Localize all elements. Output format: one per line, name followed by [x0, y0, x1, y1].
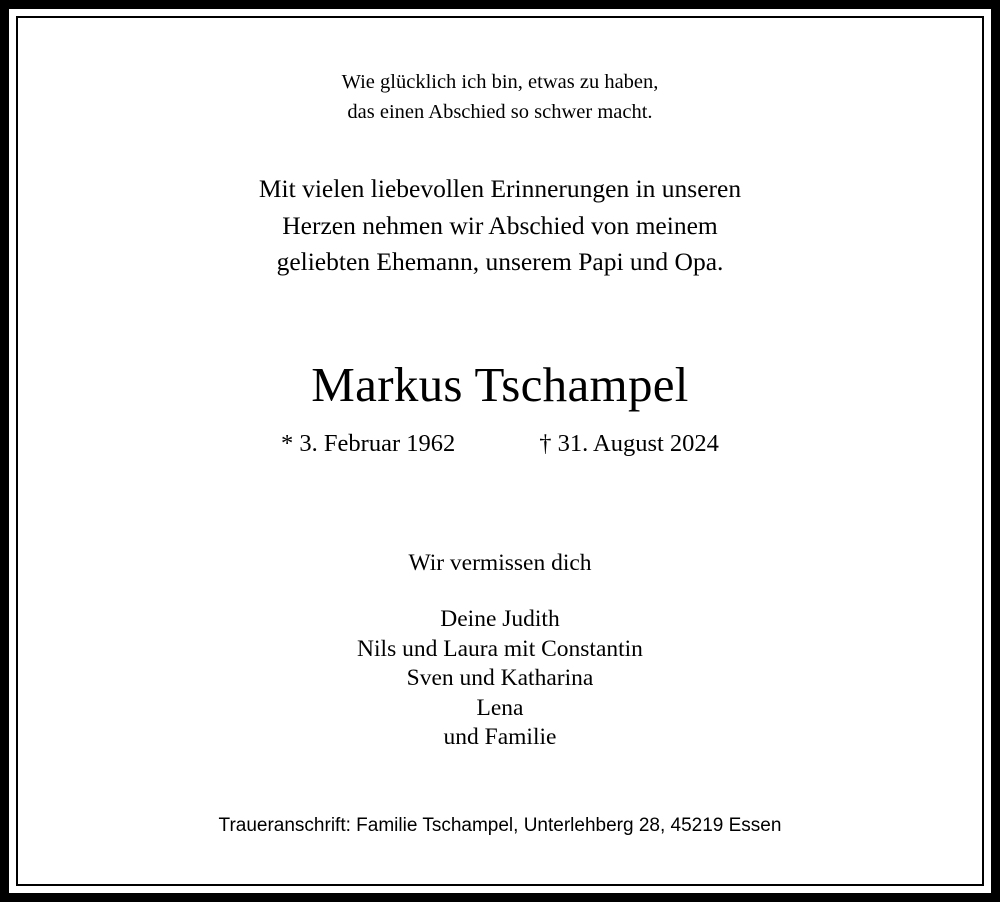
memorial-message-line-3: geliebten Ehemann, unserem Papi und Opa.: [276, 246, 724, 276]
birth-date: * 3. Februar 1962: [281, 429, 456, 457]
memorial-quote: [342, 68, 659, 127]
family-member-line: Deine Judith: [440, 605, 560, 632]
memorial-message-line-1: Mit vielen liebevollen Erinnerungen in unseren: [258, 174, 742, 204]
memorial-quote-line-1: Wie glücklich ich bin, etwas zu haben,: [341, 71, 659, 93]
memorial-message-line-2: Herzen nehmen wir Abschied von meinem: [282, 210, 718, 240]
death-date: † 31. August 2024: [539, 429, 719, 457]
obituary-card-inner: [16, 16, 984, 886]
deceased-name: Markus Tschampel: [311, 357, 689, 413]
family-member-line: und Familie: [443, 724, 557, 751]
family-member-line: Sven und Katharina: [406, 665, 594, 692]
life-dates: [281, 430, 719, 458]
mourning-address: Traueranschrift: Familie Tschampel, Unterlehberg 28, 45219 Essen: [218, 814, 782, 836]
family-member-line: Nils und Laura mit Constantin: [357, 635, 643, 662]
family-list: [357, 605, 643, 753]
memorial-message: [259, 171, 741, 280]
memorial-quote-line-2: das einen Abschied so schwer macht.: [347, 100, 653, 123]
family-member-line: Lena: [476, 694, 524, 721]
farewell-line: Wir vermissen dich: [408, 549, 592, 576]
